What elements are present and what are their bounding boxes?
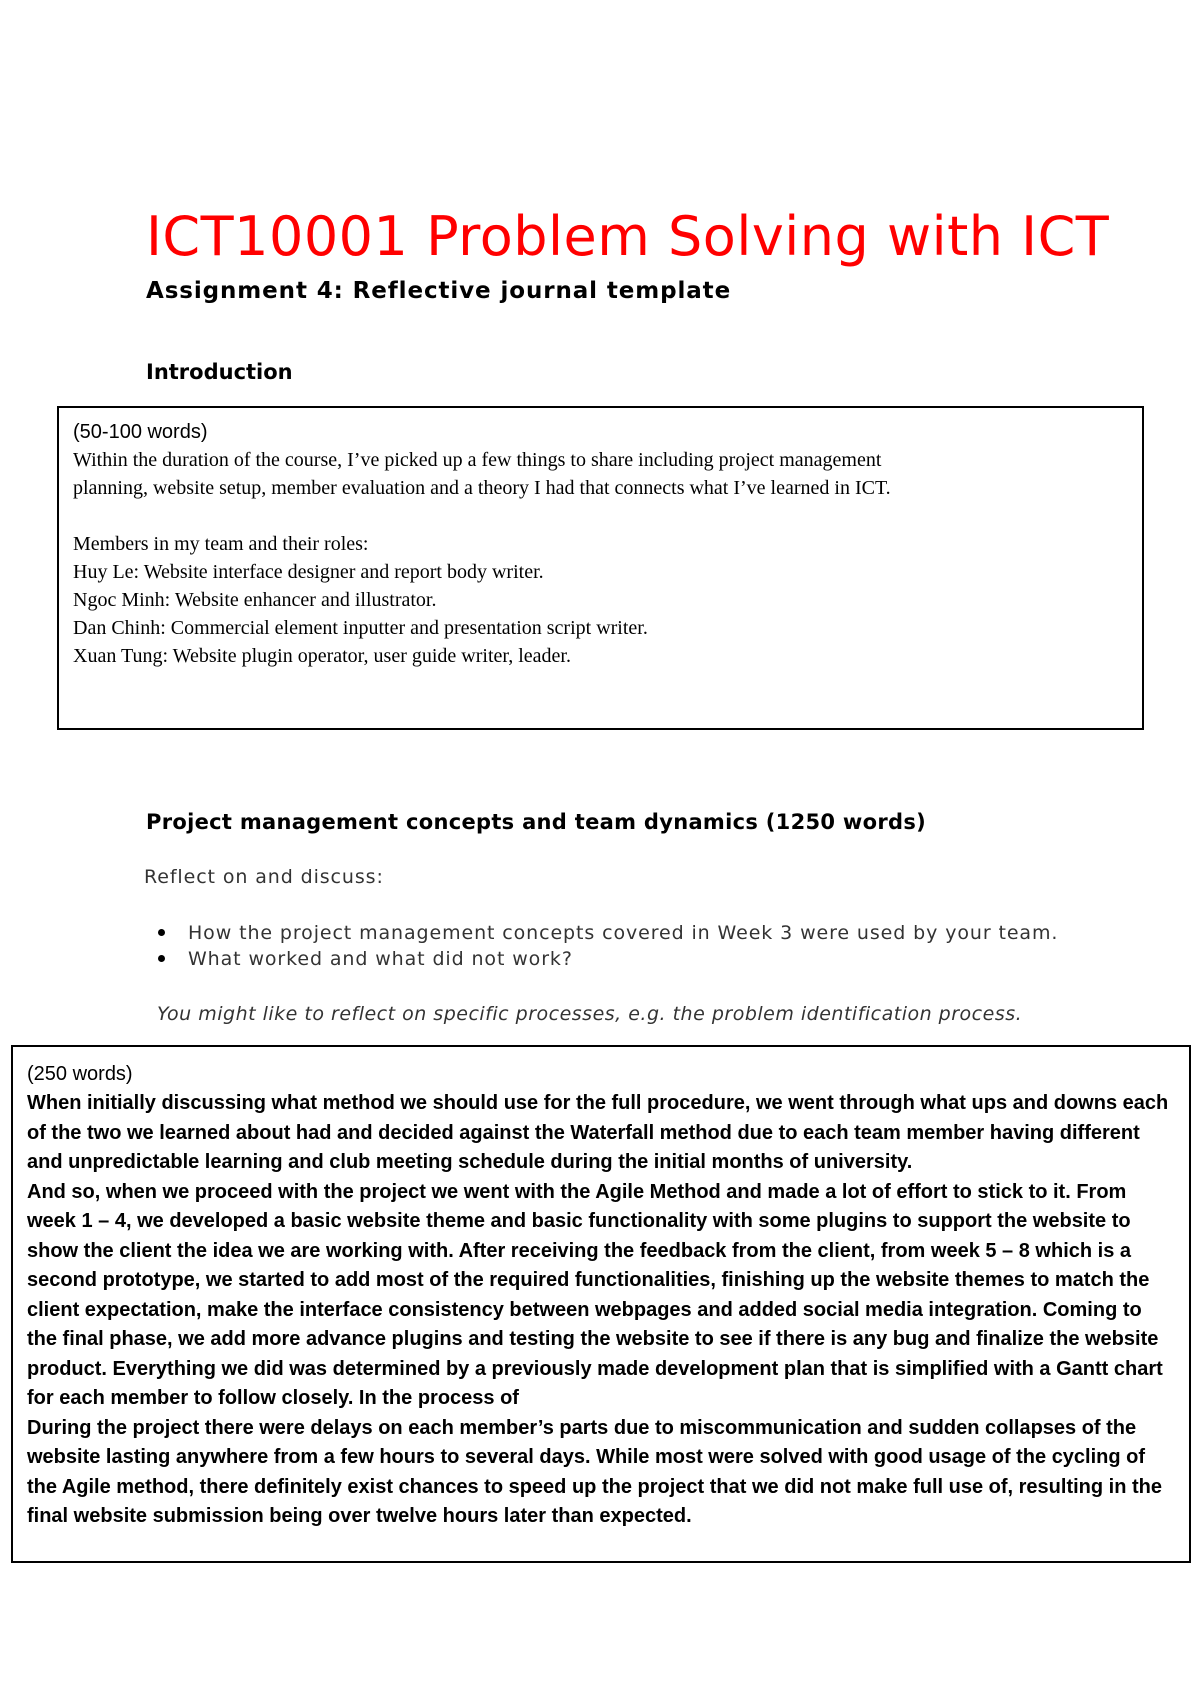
list-item (158, 946, 1058, 972)
introduction-line: planning, website setup, member evaluation and a theory I had that connects what I’ve learned in ICT. (73, 477, 891, 499)
project-management-text-box[interactable] (11, 1045, 1191, 1563)
team-member-role: Ngoc Minh: Website enhancer and illustrator. (73, 589, 437, 611)
reflection-hint: You might like to reflect on specific processes, e.g. the problem identification process. (157, 1003, 1023, 1025)
bullet-text: How the project management concepts covered in Week 3 were used by your team. (188, 922, 1059, 944)
document-subtitle: Assignment 4: Reflective journal template (146, 278, 732, 304)
introduction-line: Within the duration of the course, I’ve picked up a few things to share including project management (73, 449, 882, 471)
prompt-bullet-list (158, 920, 1058, 972)
bullet-text: What worked and what did not work? (188, 948, 573, 970)
document-title: ICT10001 Problem Solving with ICT (146, 205, 1110, 268)
pm-paragraph: During the project there were delays on each member’s parts due to miscommunication and sudden collapses of the website lasting anywhere from a few hours to several days. While most were solved with good usage of the cycling of the Agile method, there definitely exist chances to speed up the project that we did not make full use of, resulting in the final website submission being over twelve hours later than expected. (27, 1416, 1162, 1527)
pm-word-count: (250 words) (27, 1063, 133, 1085)
team-members-label: Members in my team and their roles: (73, 533, 369, 555)
blank-line (73, 502, 1128, 530)
team-member-role: Xuan Tung: Website plugin operator, user guide writer, leader. (73, 645, 571, 667)
bullet-icon (158, 955, 165, 962)
project-management-heading: Project management concepts and team dynamics (1250 words) (146, 810, 927, 834)
pm-paragraph: When initially discussing what method we should use for the full procedure, we went through what ups and downs each of the two we learned about had and decided against the Waterfall method due to each team member having different and unpredictable learning and club meeting schedule during the initial months of university. (27, 1092, 1169, 1173)
introduction-text-box[interactable] (57, 406, 1144, 730)
team-member-role: Dan Chinh: Commercial element inputter and presentation script writer. (73, 617, 648, 639)
introduction-heading: Introduction (146, 360, 293, 384)
bullet-icon (158, 929, 165, 936)
reflect-label: Reflect on and discuss: (144, 866, 384, 888)
introduction-word-count: (50-100 words) (73, 421, 208, 443)
team-member-role: Huy Le: Website interface designer and report body writer. (73, 561, 544, 583)
pm-paragraph: And so, when we proceed with the project we went with the Agile Method and made a lot of effort to stick to it. From week 1 – 4, we developed a basic website theme and basic functionality with some plugins to support the website to show the client the idea we are working with. After receiving the feedback from the client, from week 5 – 8 which is a second prototype, we started to add most of the required functionalities, finishing up the website themes to match the client expectation, make the interface consistency between webpages and added social media integration. Coming to the final phase, we add more advance plugins and testing the website to see if there is any bug and finalize the website product. Everything we did was determined by a previously made development plan that is simplified with a Gantt chart for each member to follow closely. In the process of (27, 1180, 1163, 1409)
list-item (158, 920, 1058, 946)
